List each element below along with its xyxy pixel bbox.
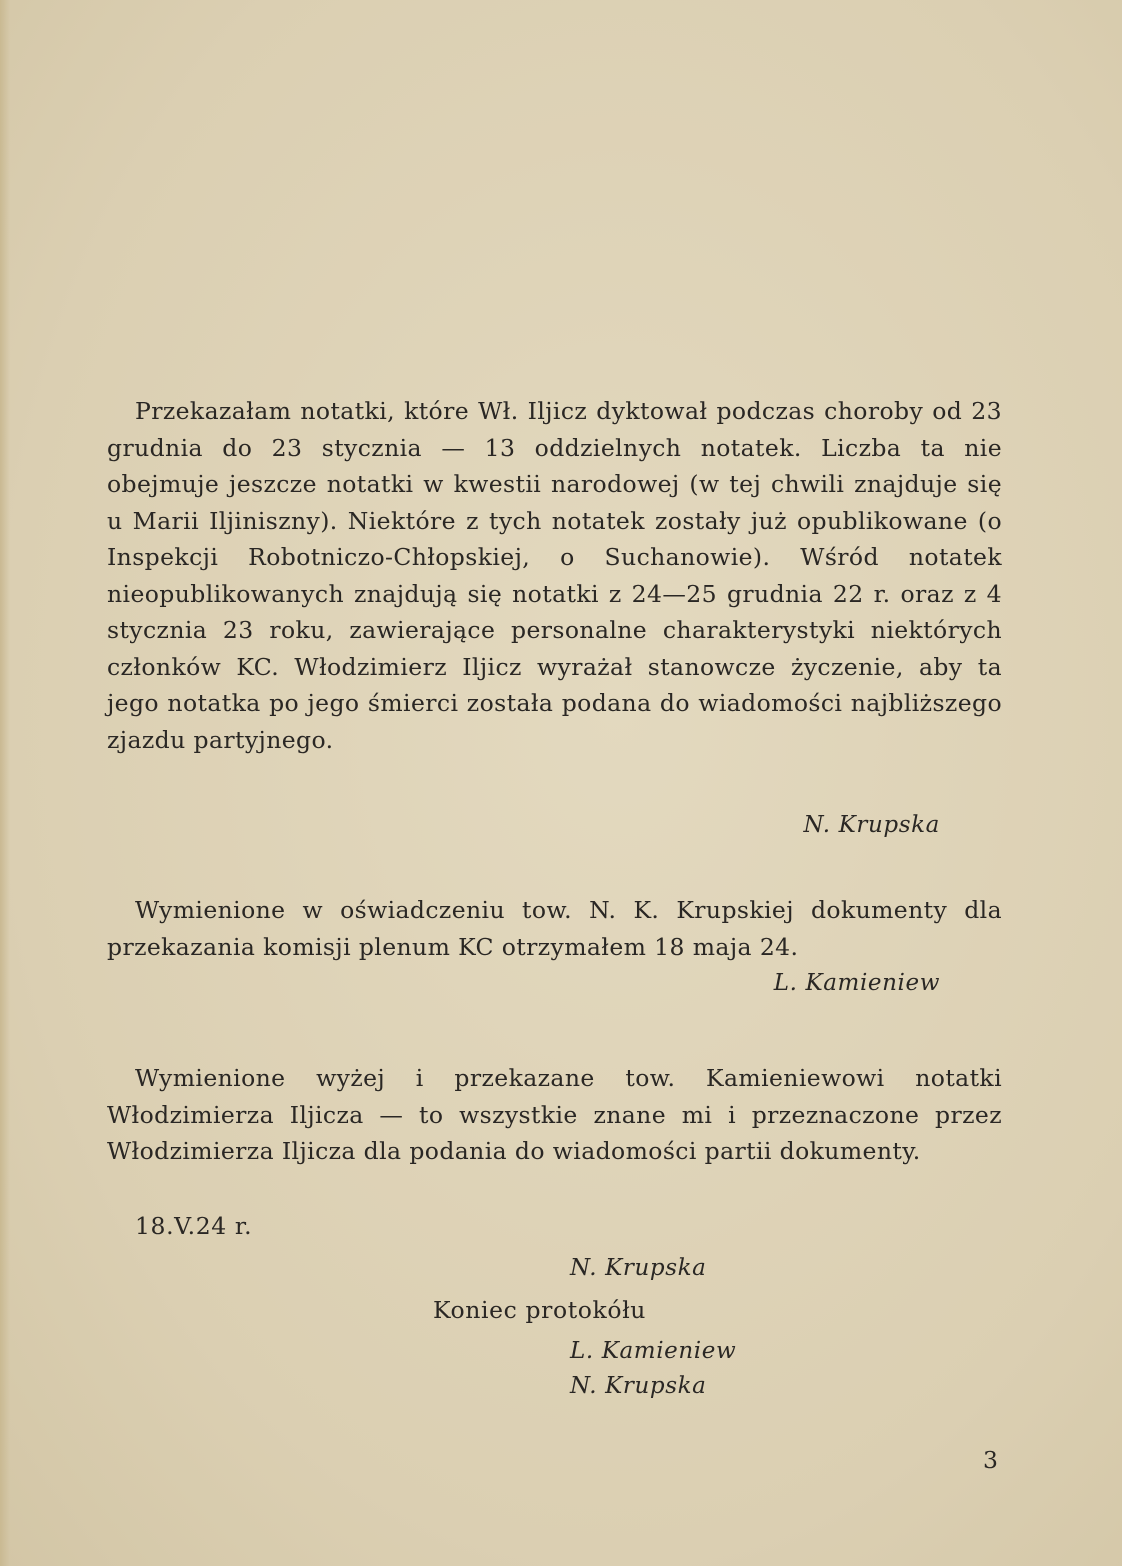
closing-signature-krupska: N. Krupska — [570, 1373, 707, 1399]
letter-paragraph: Przekazałam notatki, które Wł. Iljicz dyktował podczas choroby od 23 grudnia do 23 stycznia — 13 oddzielnych notatek. Liczba ta nie obejmuje jeszcze notatki w kwestii narodowej (w tej chwili znajduje się u Marii Iljiniszny). Niektóre z tych notatek zostały już opublikowane (o Inspekcji Robotniczo-Chłopskiej, o Suchanowie). Wśród notatek nieopublikowanych znajdują się notatki z 24—25 grudnia 22 r. oraz z 4 stycznia 23 roku, zawierające personalne charakterystyki niektórych członków KC. Włodzimierz Iljicz wyrażał stanowcze życzenie, aby ta jego notatka po jego śmierci została podana do wiadomości najbliższego zjazdu partyjnego. — [107, 397, 1002, 754]
letter-section — [107, 393, 1002, 758]
page-edge-shadow — [0, 0, 10, 1566]
page-number: 3 — [983, 1446, 999, 1474]
confirmation-date: 18.V.24 r. — [135, 1212, 253, 1240]
confirmation-section — [107, 1060, 1002, 1170]
receipt-signature: L. Kamieniew — [773, 970, 940, 996]
receipt-paragraph: Wymienione w oświadczeniu tow. N. K. Krupskiej dokumenty dla przekazania komisji plenum KC otrzymałem 18 maja 24. — [107, 896, 1002, 961]
confirmation-signature: N. Krupska — [570, 1255, 707, 1281]
receipt-section — [107, 892, 1002, 965]
closing-label: Koniec protokółu — [433, 1296, 647, 1324]
closing-signature-kamieniew: L. Kamieniew — [570, 1338, 737, 1364]
confirmation-paragraph: Wymienione wyżej i przekazane tow. Kamieniewowi notatki Włodzimierza Iljicza — to wszystkie znane mi i przeznaczone przez Włodzimierza Iljicza dla podania do wiadomości partii dokumenty. — [107, 1064, 1002, 1165]
letter-signature: N. Krupska — [803, 812, 940, 838]
